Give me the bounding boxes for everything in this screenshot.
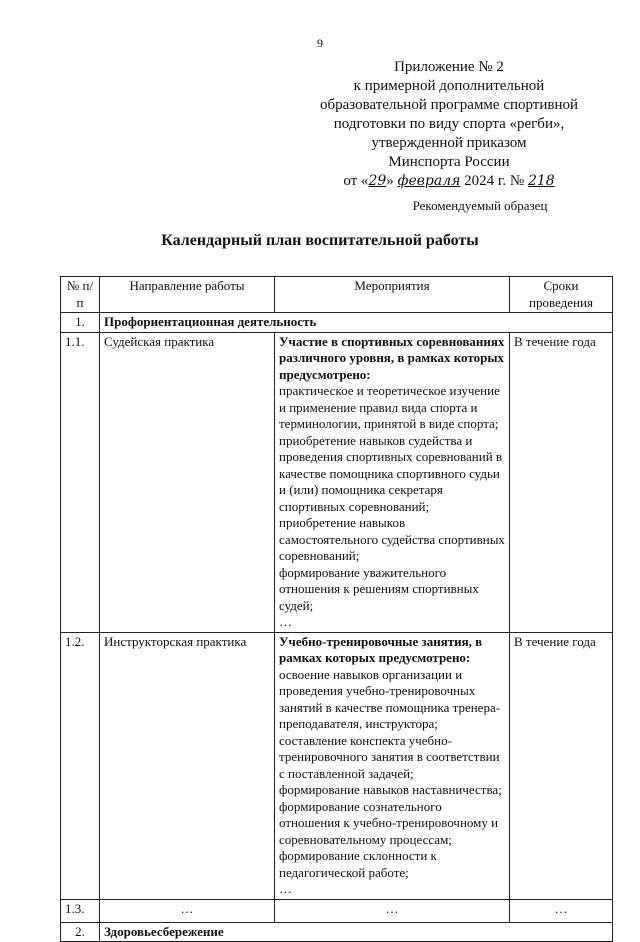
row-direction: Инструкторская практика (100, 632, 275, 899)
section-row (61, 922, 613, 942)
sample-label: Рекомендуемый образец (412, 198, 548, 213)
appendix-header (300, 58, 598, 191)
activity-item: приобретение навыков судейства и проведения спортивных соревнований в качестве помощника спортивного судьи и (или) помощника секретаря спортивных соревнований; (279, 432, 503, 514)
table-row (61, 899, 613, 922)
row-timing: В течение года (510, 632, 613, 899)
section-row (61, 313, 613, 333)
section-number: 2. (61, 922, 100, 942)
activity-item: формирование склонности к педагогической работе; (279, 848, 437, 880)
header-number: № п/п (61, 277, 100, 313)
order-number: 218 (527, 173, 555, 189)
row-direction: Судейская практика (100, 332, 275, 632)
appendix-line: Минспорта России (388, 154, 510, 170)
row-number: 1.2. (61, 632, 100, 899)
activity-item: формирование уважительного отношения к решениям спортивных судей; (279, 564, 479, 613)
activity-item: приобретение навыков самостоятельного судейства спортивных соревнований; (279, 515, 505, 563)
appendix-line: образовательной программе спортивной (319, 97, 579, 113)
appendix-line: подготовки по виду спорта «регби», (333, 116, 565, 132)
row-timing: … (510, 899, 613, 922)
appendix-line: Приложение № 2 (394, 59, 504, 75)
order-year: 2024 г. № (460, 173, 528, 189)
activity-item: … (279, 614, 292, 629)
row-direction: … (100, 899, 275, 922)
calendar-plan-table (60, 276, 613, 942)
header-timing: Сроки проведения (510, 277, 613, 313)
activity-item: составление конспекта учебно-тренировочного занятия в соответствии с поставленной задачей; (279, 732, 500, 781)
section-label: Профориентационная деятельность (100, 313, 613, 333)
activity-item: … (279, 881, 292, 896)
appendix-line: утвержденной приказом (371, 135, 527, 151)
order-day: 29 (368, 173, 387, 189)
row-timing: В течение года (510, 332, 613, 632)
table-row (61, 332, 613, 632)
header-direction: Направление работы (100, 277, 275, 313)
activity-heading: Участие в спортивных соревнованиях различного уровня, в рамках которых предусмотрено: (279, 333, 505, 382)
row-activities (275, 632, 510, 899)
activity-heading: Учебно-тренировочные занятия, в рамках которых предусмотрено: (279, 633, 483, 665)
order-line (300, 172, 598, 191)
row-activities: … (275, 899, 510, 922)
page-number: 9 (317, 36, 323, 50)
section-label: Здоровьесбережение (100, 922, 613, 942)
order-mid: » (386, 173, 398, 189)
table-row (61, 632, 613, 899)
order-prefix: от « (343, 173, 369, 189)
section-number: 1. (61, 313, 100, 333)
activity-item: формирование навыков наставничества; (279, 782, 502, 797)
table-header-row (61, 277, 613, 313)
activity-item: практическое и теоретическое изучение и применение правил вида спорта и терминологии, принятой в виде спорта; (279, 383, 500, 431)
activity-item: формирование сознательного отношения к учебно-тренировочному и соревновательному процессам; (279, 798, 499, 847)
row-number: 1.3. (61, 899, 100, 922)
document-title: Календарный план воспитательной работы (161, 232, 479, 249)
appendix-line: к примерной дополнительной (353, 78, 545, 94)
row-activities (275, 332, 510, 632)
row-number: 1.1. (61, 332, 100, 632)
activity-item: освоение навыков организации и проведения учебно-тренировочных занятий в качестве помощника тренера-преподавателя, инструктора; (279, 666, 501, 731)
header-activities: Мероприятия (275, 277, 510, 313)
order-month: февраля (397, 173, 461, 189)
